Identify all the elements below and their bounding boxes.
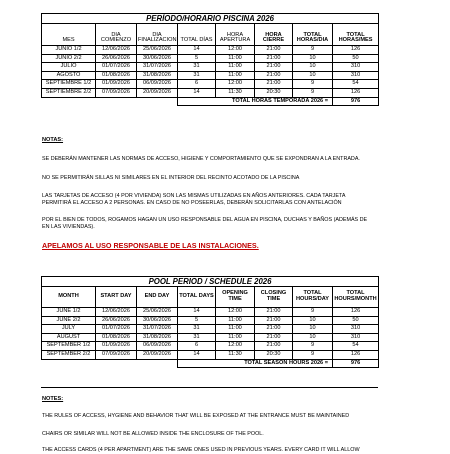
table-row bbox=[42, 308, 379, 317]
table-cell: 21:00 bbox=[255, 316, 293, 325]
table-cell: 07/09/2026 bbox=[96, 350, 137, 359]
table-cell: 01/09/2026 bbox=[96, 342, 137, 351]
table-cell: 11:00 bbox=[216, 63, 255, 72]
table-cell: SEPTEMBER 1/2 bbox=[42, 342, 96, 351]
column-header: CLOSING TIME bbox=[255, 287, 293, 308]
table-row bbox=[42, 325, 379, 334]
table-cell: 12:00 bbox=[216, 308, 255, 317]
table-cell: 50 bbox=[333, 316, 379, 325]
table-cell: SEPTIEMBRE 2/2 bbox=[42, 88, 96, 97]
table-cell: 11:30 bbox=[216, 88, 255, 97]
note-text: LAS TARJETAS DE ACCESO (4 POR VIVIENDA) SON LAS MISMAS UTILIZADAS EN AÑOS ANTERIORES. CADA TARJETA PERMITIRÁ EL ACCESO A 2 PERSONAS. EN CASO DE NO POSEERLAS, DEBERÁN SOLICITARLAS CON ANTELACIÓN bbox=[42, 193, 346, 207]
table-cell: 5 bbox=[178, 316, 216, 325]
table-cell: 21:00 bbox=[255, 80, 293, 89]
table-cell: 12/06/2026 bbox=[96, 46, 137, 55]
table-cell: 310 bbox=[333, 325, 379, 334]
table-cell: 10 bbox=[293, 333, 333, 342]
appeal-text: APELAMOS AL USO RESPONSABLE DE LAS INSTALACIONES. bbox=[42, 241, 259, 250]
table-cell: 14 bbox=[178, 308, 216, 317]
table-cell: AGOSTO bbox=[42, 71, 96, 80]
column-header: MONTH bbox=[42, 287, 96, 308]
table-cell: 31/08/2026 bbox=[137, 71, 178, 80]
total-value: 976 bbox=[333, 359, 379, 368]
table-cell: 54 bbox=[333, 342, 379, 351]
table-row bbox=[42, 71, 379, 80]
column-header: DIA FINALIZACION bbox=[137, 24, 178, 46]
table-cell: JUNE 1/2 bbox=[42, 308, 96, 317]
table-cell: 9 bbox=[293, 308, 333, 317]
table-cell: 14 bbox=[178, 46, 216, 55]
table-cell: 26/06/2026 bbox=[96, 316, 137, 325]
table-cell: 30/06/2026 bbox=[137, 316, 178, 325]
table-cell: 6 bbox=[178, 342, 216, 351]
table-cell: 12:00 bbox=[216, 80, 255, 89]
table-cell: 6 bbox=[178, 80, 216, 89]
table-cell: 9 bbox=[293, 88, 333, 97]
table-cell: 5 bbox=[178, 54, 216, 63]
table-cell: 14 bbox=[178, 88, 216, 97]
table-cell: 21:00 bbox=[255, 333, 293, 342]
table-cell: JUNIO 2/2 bbox=[42, 54, 96, 63]
table-cell: 06/09/2026 bbox=[137, 80, 178, 89]
table-cell: 31 bbox=[178, 325, 216, 334]
table-row bbox=[42, 316, 379, 325]
pool-schedule-table-en bbox=[41, 276, 379, 368]
table-cell: 12/06/2026 bbox=[96, 308, 137, 317]
column-header: MES bbox=[42, 24, 96, 46]
column-header: TOTAL DAYS bbox=[178, 287, 216, 308]
table-cell: 11:00 bbox=[216, 333, 255, 342]
table-cell: 07/09/2026 bbox=[96, 88, 137, 97]
table-cell: SEPTEMBER 2/2 bbox=[42, 350, 96, 359]
table-cell: 21:00 bbox=[255, 325, 293, 334]
column-header: END DAY bbox=[137, 287, 178, 308]
table-row bbox=[42, 46, 379, 55]
table-cell: 01/08/2026 bbox=[96, 71, 137, 80]
note-text: POR EL BIEN DE TODOS, ROGAMOS HAGAN UN USO RESPONSABLE DEL AGUA EN PISCINA, DUCHAS Y BAÑOS (ADEMÁS DE EN LAS VIVIENDAS). bbox=[42, 217, 368, 231]
table-cell: 21:00 bbox=[255, 46, 293, 55]
table-cell: 01/08/2026 bbox=[96, 333, 137, 342]
table-cell: 20:30 bbox=[255, 350, 293, 359]
table-row bbox=[42, 333, 379, 342]
table-cell: AUGUST bbox=[42, 333, 96, 342]
table-cell: SEPTIEMBRE 1/2 bbox=[42, 80, 96, 89]
table-cell: 31 bbox=[178, 71, 216, 80]
table-cell: 126 bbox=[333, 46, 379, 55]
table-cell: 310 bbox=[333, 63, 379, 72]
table-cell: 20:30 bbox=[255, 88, 293, 97]
note-text: SE DEBERÁN MANTENER LAS NORMAS DE ACCESO, HIGIENE Y COMPORTAMIENTO QUE SE EXPONDRAN A LA ENTRADA. bbox=[42, 156, 360, 162]
table-cell: 9 bbox=[293, 80, 333, 89]
total-label: TOTAL HORAS TEMPORADA 2026 = bbox=[178, 97, 333, 106]
column-header: TOTAL HORAS/DIA bbox=[293, 24, 333, 46]
table-cell: 11:00 bbox=[216, 54, 255, 63]
pool-schedule-table-es bbox=[41, 13, 379, 106]
table-cell: JUNIO 1/2 bbox=[42, 46, 96, 55]
table-cell: 126 bbox=[333, 88, 379, 97]
table-row bbox=[42, 80, 379, 89]
table-cell: 50 bbox=[333, 54, 379, 63]
note-text: THE RULES OF ACCESS, HYGIENE AND BEHAVIOR THAT WILL BE EXPOSED AT THE ENTRANCE MUST BE MAINTAINED bbox=[42, 413, 350, 419]
table-cell: 01/09/2026 bbox=[96, 80, 137, 89]
table-row bbox=[42, 63, 379, 72]
table-cell: 21:00 bbox=[255, 54, 293, 63]
table-cell: 25/06/2026 bbox=[137, 46, 178, 55]
table-cell: 10 bbox=[293, 325, 333, 334]
table-cell: 11:00 bbox=[216, 71, 255, 80]
column-header: TOTAL HOURS/MONTH bbox=[333, 287, 379, 308]
table-cell: JULIO bbox=[42, 63, 96, 72]
column-header: TOTAL HORAS/MES bbox=[333, 24, 379, 46]
table-cell: 10 bbox=[293, 63, 333, 72]
table-cell: 06/09/2026 bbox=[137, 342, 178, 351]
table-cell: 20/09/2026 bbox=[137, 350, 178, 359]
notes-heading: NOTAS: bbox=[42, 137, 64, 143]
divider bbox=[41, 387, 378, 388]
note-text: NO SE PERMITIRÁN SILLAS NI SIMILARES EN EL INTERIOR DEL RECINTO ACOTADO DE LA PISCINA bbox=[42, 175, 300, 181]
table-cell: JULY bbox=[42, 325, 96, 334]
table-cell: 21:00 bbox=[255, 342, 293, 351]
table-cell: 12:00 bbox=[216, 46, 255, 55]
table-cell: 30/06/2026 bbox=[137, 54, 178, 63]
table-cell: 11:00 bbox=[216, 316, 255, 325]
notes-heading: NOTES: bbox=[42, 396, 64, 402]
table-cell: 11:00 bbox=[216, 325, 255, 334]
table-cell: 01/07/2026 bbox=[96, 63, 137, 72]
table-cell: 310 bbox=[333, 333, 379, 342]
table-cell: 10 bbox=[293, 316, 333, 325]
table-title: PERÍODO/HORARIO PISCINA 2026 bbox=[42, 14, 379, 24]
table-cell: 9 bbox=[293, 46, 333, 55]
note-text: THE ACCESS CARDS (4 PER APARTMENT) ARE THE SAME ONES USED IN PREVIOUS YEARS. EVERY CARD IT WILL ALLOW bbox=[42, 447, 360, 453]
table-cell: 31/08/2026 bbox=[137, 333, 178, 342]
table-cell: 12:00 bbox=[216, 342, 255, 351]
column-header: TOTAL HOURS/DAY bbox=[293, 287, 333, 308]
total-value: 976 bbox=[333, 97, 379, 106]
table-row bbox=[42, 342, 379, 351]
table-cell: 26/06/2026 bbox=[96, 54, 137, 63]
table-row bbox=[42, 350, 379, 359]
table-cell: 54 bbox=[333, 80, 379, 89]
table-cell: 25/06/2026 bbox=[137, 308, 178, 317]
table-cell: 9 bbox=[293, 350, 333, 359]
column-header: DIA COMIENZO bbox=[96, 24, 137, 46]
table-cell: 9 bbox=[293, 342, 333, 351]
table-cell: 21:00 bbox=[255, 63, 293, 72]
table-cell: 126 bbox=[333, 350, 379, 359]
table-cell: 310 bbox=[333, 71, 379, 80]
table-cell: 21:00 bbox=[255, 71, 293, 80]
table-cell: 31 bbox=[178, 333, 216, 342]
column-header: START DAY bbox=[96, 287, 137, 308]
column-header: HORA APERTURA bbox=[216, 24, 255, 46]
table-cell: 01/07/2026 bbox=[96, 325, 137, 334]
table-cell: 31/07/2026 bbox=[137, 325, 178, 334]
table-cell: JUNE 2/2 bbox=[42, 316, 96, 325]
table-cell: 11:30 bbox=[216, 350, 255, 359]
table-cell: 31 bbox=[178, 63, 216, 72]
table-cell: 126 bbox=[333, 308, 379, 317]
table-row bbox=[42, 88, 379, 97]
table-title: POOL PERIOD / SCHEDULE 2026 bbox=[42, 277, 379, 287]
column-header: TOTAL DÍAS bbox=[178, 24, 216, 46]
table-cell: 21:00 bbox=[255, 308, 293, 317]
table-cell: 20/09/2026 bbox=[137, 88, 178, 97]
table-cell: 31/07/2026 bbox=[137, 63, 178, 72]
total-label: TOTAL SEASON HOURS 2026 = bbox=[178, 359, 333, 368]
table-row bbox=[42, 54, 379, 63]
table-cell: 10 bbox=[293, 71, 333, 80]
column-header: HORA CIERRE bbox=[255, 24, 293, 46]
table-cell: 14 bbox=[178, 350, 216, 359]
table-cell: 10 bbox=[293, 54, 333, 63]
total-row bbox=[42, 359, 379, 368]
note-text: CHAIRS OR SIMILAR WILL NOT BE ALLOWED INSIDE THE ENCLOSURE OF THE POOL. bbox=[42, 431, 264, 437]
total-row bbox=[42, 97, 379, 106]
column-header: OPENING TIME bbox=[216, 287, 255, 308]
